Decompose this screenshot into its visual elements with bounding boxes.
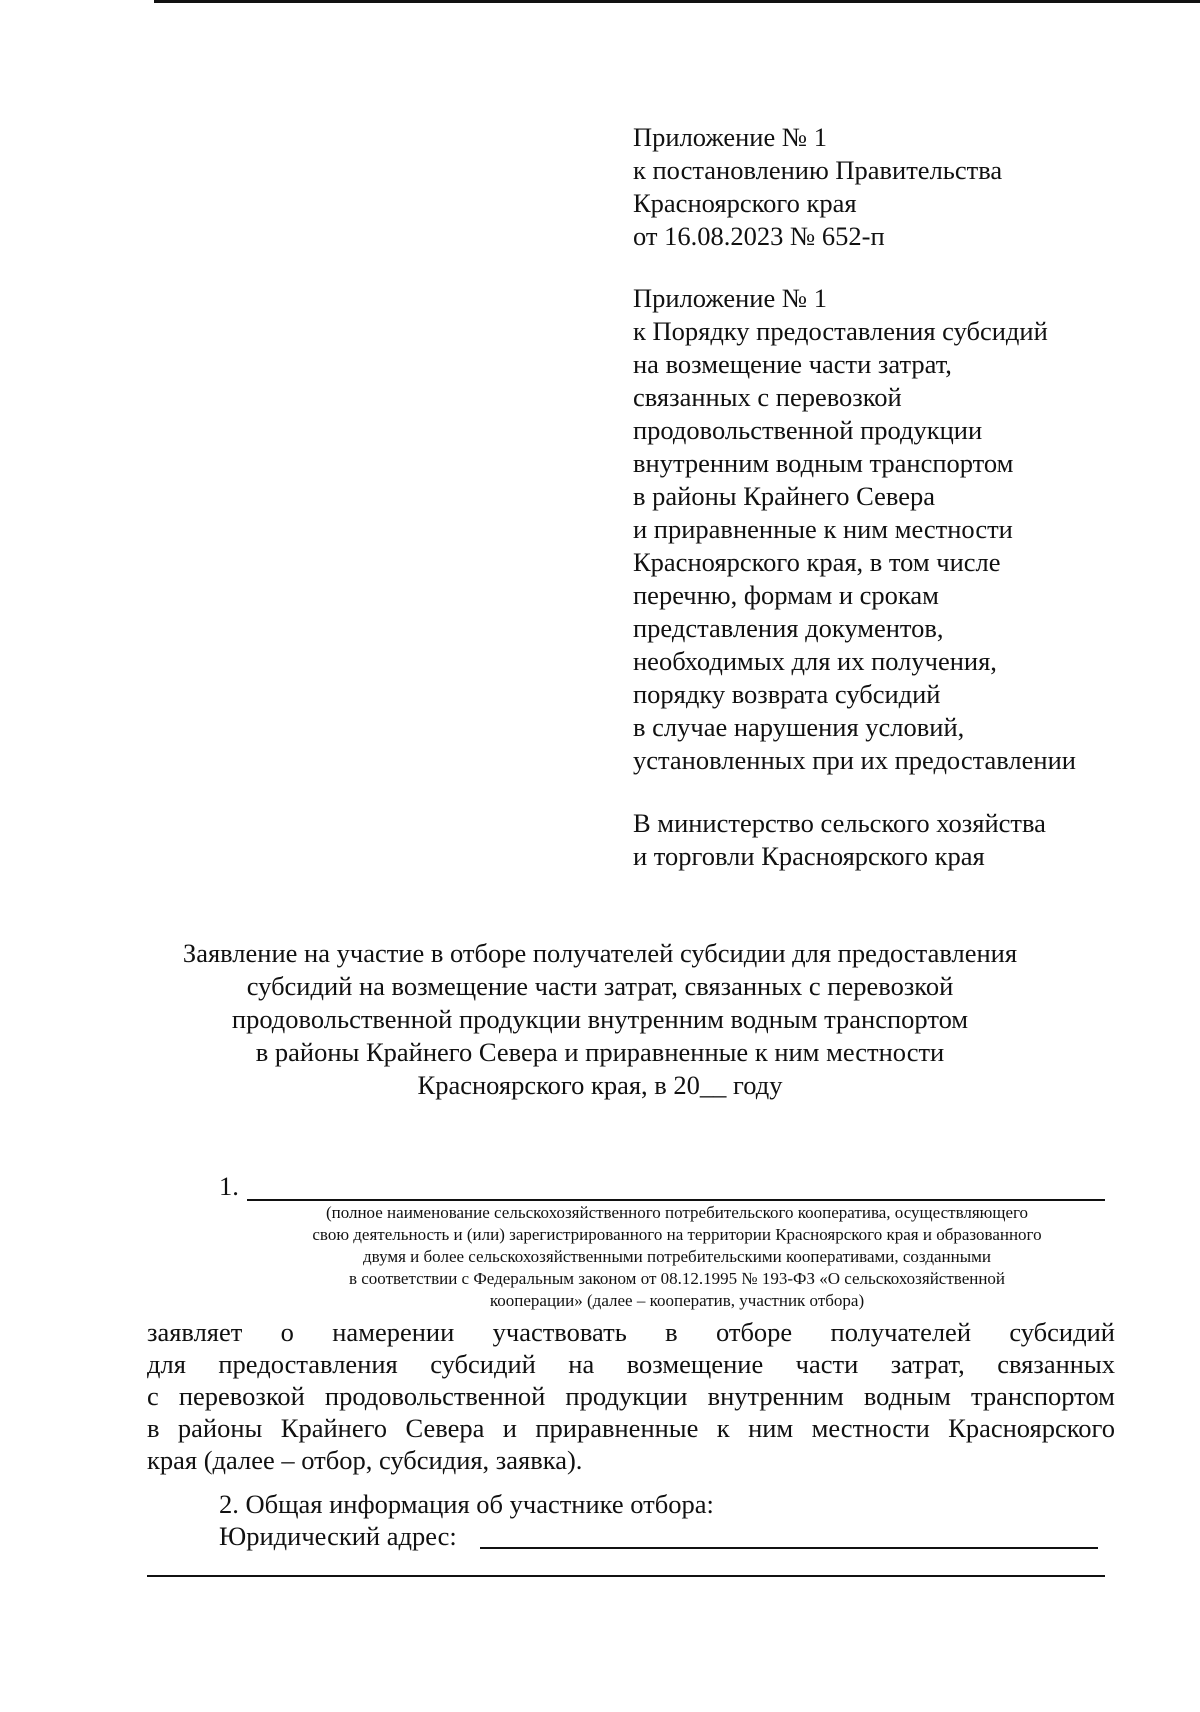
- addressee-line-1: В министерство сельского хозяйства: [633, 808, 1046, 838]
- title-line-4: в районы Крайнего Севера и приравненные к ним местности: [255, 1037, 945, 1067]
- word: ним: [748, 1413, 794, 1443]
- word: части: [795, 1349, 859, 1379]
- title-line-3: продовольственной продукции внутренним водным транспортом: [231, 1004, 969, 1034]
- word: заявляет: [147, 1317, 243, 1347]
- word: затрат,: [890, 1349, 965, 1379]
- annex-procedure-line-12: необходимых для их получения,: [633, 646, 997, 676]
- footnote-line-1: (полное наименование сельскохозяйственного потребительского кооператива, осуществляющего: [325, 1203, 1029, 1222]
- annex-procedure-line-14: в случае нарушения условий,: [633, 712, 965, 742]
- word: предоставления: [218, 1349, 398, 1379]
- annex-procedure-reference: [633, 282, 1076, 777]
- annex-procedure-line-10: перечню, формам и срокам: [633, 580, 939, 610]
- item-1-number: 1.: [219, 1171, 239, 1201]
- word: в: [147, 1413, 160, 1443]
- word: на: [568, 1349, 595, 1379]
- declaration-line-4: [147, 1412, 1115, 1444]
- annex-procedure-line-2: к Порядку предоставления субсидий: [633, 316, 1048, 346]
- application-title: [150, 937, 1050, 1102]
- word: Красноярского: [948, 1413, 1115, 1443]
- annex-procedure-line-13: порядку возврата субсидий: [633, 679, 941, 709]
- addressee-line-2: и торговли Красноярского края: [633, 841, 985, 871]
- annex-procedure-line-3: на возмещение части затрат,: [633, 349, 952, 379]
- annex-decree-line-2: к постановлению Правительства: [633, 155, 1003, 185]
- word: районы: [177, 1413, 263, 1443]
- annex-decree-line-4: от 16.08.2023 № 652-п: [633, 221, 885, 251]
- footnote-line-4: в соответствии с Федеральным законом от 08.12.1995 № 193-ФЗ «О сельскохозяйственной: [348, 1269, 1006, 1288]
- annex-procedure-line-9: Красноярского края, в том числе: [633, 547, 1001, 577]
- declaration-line-5: края (далее – отбор, субсидия, заявка).: [147, 1445, 583, 1475]
- legal-address-fill-line: [480, 1547, 1098, 1549]
- word: водным: [863, 1381, 951, 1411]
- word: в: [665, 1317, 678, 1347]
- annex-decree-line-3: Красноярского края: [633, 188, 857, 218]
- declaration-line-1: [147, 1316, 1115, 1348]
- legal-address-fill-line-2: [147, 1575, 1105, 1577]
- footnote-line-5: кооперации» (далее – кооператив, участник отбора): [489, 1291, 865, 1310]
- word: Севера: [405, 1413, 485, 1443]
- word: получателей: [830, 1317, 972, 1347]
- addressee-block: [633, 807, 1046, 873]
- annex-procedure-line-4: связанных с перевозкой: [633, 382, 902, 412]
- footnote-line-2: свою деятельность и (или) зарегистрированного на территории Красноярского края и образованного: [312, 1225, 1042, 1244]
- annex-decree-reference: [633, 121, 1002, 253]
- word: и: [502, 1413, 517, 1443]
- annex-procedure-line-15: установленных при их предоставлении: [633, 745, 1076, 775]
- legal-address-label: Юридический адрес:: [219, 1521, 457, 1551]
- word: продовольственной: [324, 1381, 546, 1411]
- word: связанных: [997, 1349, 1115, 1379]
- word: возмещение: [626, 1349, 764, 1379]
- word: внутренним: [707, 1381, 844, 1411]
- annex-procedure-line-1: Приложение № 1: [633, 283, 828, 313]
- title-line-1: Заявление на участие в отборе получателей субсидии для предоставления: [182, 938, 1018, 968]
- declaration-line-2: [147, 1348, 1115, 1380]
- word: субсидий: [430, 1349, 536, 1379]
- word: местности: [811, 1413, 930, 1443]
- cooperative-name-fill-line: [247, 1199, 1105, 1201]
- word: намерении: [332, 1317, 455, 1347]
- annex-procedure-line-5: продовольственной продукции: [633, 415, 983, 445]
- annex-procedure-line-6: внутренним водным транспортом: [633, 448, 1014, 478]
- declaration-paragraph: [147, 1316, 1115, 1476]
- word: продукции: [565, 1381, 688, 1411]
- annex-decree-line-1: Приложение № 1: [633, 122, 828, 152]
- word: приравненные: [535, 1413, 699, 1443]
- word: Крайнего: [280, 1413, 388, 1443]
- word: для: [147, 1349, 186, 1379]
- word: субсидий: [1009, 1317, 1115, 1347]
- word: транспортом: [970, 1381, 1115, 1411]
- title-line-5: Красноярского края, в 20__ году: [417, 1070, 783, 1100]
- word: отборе: [715, 1317, 793, 1347]
- annex-procedure-line-8: и приравненные к ним местности: [633, 514, 1013, 544]
- annex-procedure-line-7: в районы Крайнего Севера: [633, 481, 935, 511]
- footnote-line-3: двумя и более сельскохозяйственными потребительскими кооперативами, созданными: [362, 1247, 992, 1266]
- word: с: [147, 1381, 159, 1411]
- section-2-heading: 2. Общая информация об участнике отбора:: [219, 1489, 714, 1519]
- word: к: [716, 1413, 730, 1443]
- title-line-2: субсидий на возмещение части затрат, связанных с перевозкой: [246, 971, 954, 1001]
- word: перевозкой: [178, 1381, 305, 1411]
- declaration-line-3: [147, 1380, 1115, 1412]
- top-border-line: [154, 0, 1200, 3]
- annex-procedure-line-11: представления документов,: [633, 613, 944, 643]
- word: о: [280, 1317, 294, 1347]
- cooperative-name-footnote: [232, 1202, 1122, 1312]
- word: участвовать: [492, 1317, 627, 1347]
